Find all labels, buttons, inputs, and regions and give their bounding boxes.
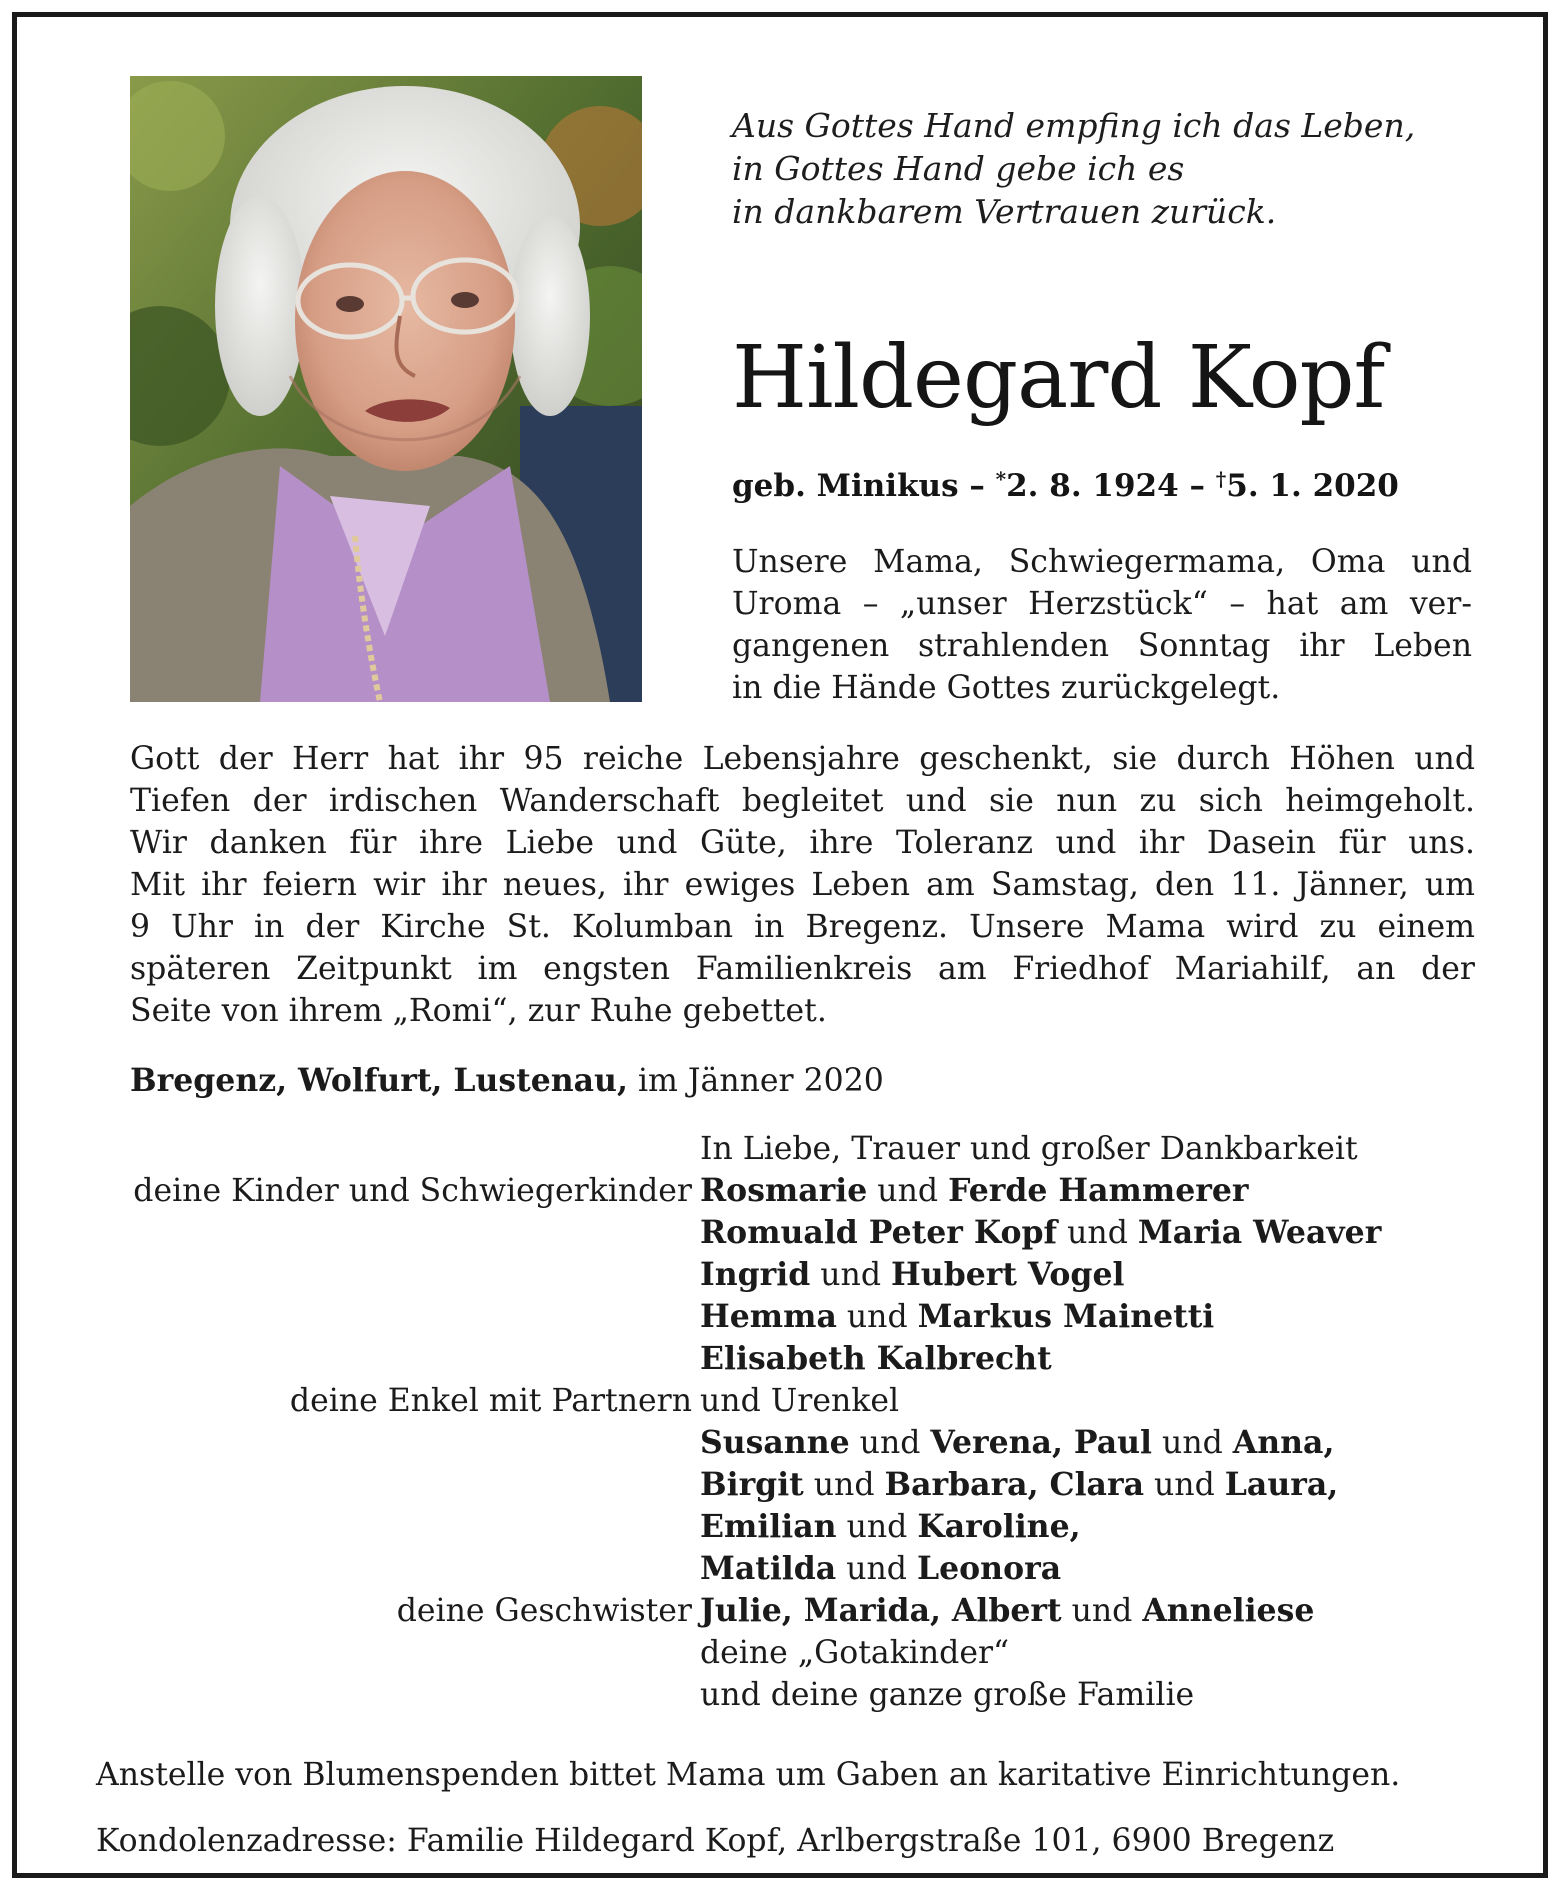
death-symbol: † — [1215, 467, 1227, 491]
separator: – — [969, 468, 985, 504]
intro-paragraph — [732, 541, 1472, 709]
life-dates — [732, 459, 1522, 506]
death-date: 5. 1. 2020 — [1226, 468, 1399, 504]
separator: – — [1189, 468, 1205, 504]
children-entry: Ingrid und Hubert Vogel — [700, 1256, 1125, 1293]
siblings-label: deine Geschwister — [396, 1593, 692, 1629]
grandchildren-row — [0, 1548, 1568, 1590]
family-text: und deine ganze große Familie — [700, 1677, 1195, 1713]
deceased-name: Hildegard Kopf — [732, 328, 1385, 428]
children-entry: Rosmarie und Ferde Hammerer — [700, 1172, 1249, 1209]
closing-row — [0, 1128, 1568, 1170]
birth-date: 2. 8. 1924 — [1006, 468, 1179, 504]
children-row — [0, 1212, 1568, 1254]
intro-line: Unsere Mama, Schwiegermama, Oma und — [732, 544, 1472, 580]
children-entry: Romuald Peter Kopf und Maria Weaver — [700, 1214, 1382, 1251]
motto-line: in Gottes Hand gebe ich es — [732, 149, 1185, 188]
grandchildren-suffix: und Urenkel — [700, 1383, 900, 1419]
family-row — [0, 1674, 1568, 1716]
motto-line: Aus Gottes Hand empfing ich das Leben, — [732, 106, 1416, 145]
motto-line: in dankbarem Vertrauen zurück. — [732, 192, 1277, 231]
mourners-list — [0, 1128, 1568, 1716]
godchildren-text: deine „Gotakinder“ — [700, 1635, 1010, 1671]
body-line: späteren Zeitpunkt im engsten Familienkreis am Friedhof Mariahilf, an der — [130, 951, 1475, 987]
grandchildren-row — [0, 1422, 1568, 1464]
grandchildren-label: deine Enkel mit Partnern — [289, 1383, 692, 1419]
body-line: Seite von ihrem „Romi“, zur Ruhe gebettet. — [130, 993, 827, 1029]
children-row — [0, 1296, 1568, 1338]
children-entry: Elisabeth Kalbrecht — [700, 1340, 1052, 1377]
children-entry: Hemma und Markus Mainetti — [700, 1298, 1215, 1335]
grandchildren-row — [0, 1380, 1568, 1422]
condolence-address: Kondolenzadresse: Familie Hildegard Kopf, Arlbergstraße 101, 6900 Bregenz — [96, 1823, 1335, 1859]
body-line: Mit ihr feiern wir ihr neues, ihr ewiges Leben am Samstag, den 11. Jänner, um — [130, 867, 1475, 903]
maiden-name: geb. Minikus — [732, 468, 959, 504]
body-paragraph — [130, 738, 1475, 1032]
grandchildren-entry: Birgit und Barbara, Clara und Laura, — [700, 1466, 1339, 1503]
body-line: Tiefen der irdischen Wanderschaft begleitet und sie nun zu sich heimgeholt. — [130, 783, 1475, 819]
portrait-photo — [130, 76, 642, 702]
body-line: 9 Uhr in der Kirche St. Kolumban in Bregenz. Unsere Mama wird zu einem — [130, 909, 1475, 945]
motto-verse — [732, 104, 1472, 233]
children-row — [0, 1254, 1568, 1296]
intro-line: Uroma – „unser Herzstück“ – hat am ver- — [732, 586, 1472, 622]
body-line: Wir danken für ihre Liebe und Güte, ihre Toleranz und ihr Dasein für uns. — [130, 825, 1475, 861]
godchildren-row — [0, 1632, 1568, 1674]
grandchildren-row — [0, 1464, 1568, 1506]
grandchildren-entry: Susanne und Verena, Paul und Anna, — [700, 1424, 1335, 1461]
grandchildren-entry: Matilda und Leonora — [700, 1550, 1062, 1587]
places-and-date — [130, 1060, 1130, 1102]
grandchildren-row — [0, 1506, 1568, 1548]
places-towns: Bregenz, Wolfurt, Lustenau, — [130, 1062, 628, 1099]
places-date: im Jänner 2020 — [637, 1063, 884, 1099]
intro-line: in die Hände Gottes zurückgelegt. — [732, 670, 1281, 706]
grandchildren-entry: Emilian und Karoline, — [700, 1508, 1081, 1545]
intro-line: gangenen strahlenden Sonntag ihr Leben — [732, 628, 1472, 664]
siblings-entry: Julie, Marida, Albert und Anneliese — [700, 1592, 1315, 1629]
closing-text: In Liebe, Trauer und großer Dankbarkeit — [700, 1131, 1358, 1167]
children-row — [0, 1338, 1568, 1380]
donation-note: Anstelle von Blumenspenden bittet Mama um Gaben an karitative Einrichtungen. — [96, 1757, 1401, 1793]
siblings-row — [0, 1590, 1568, 1632]
birth-symbol: * — [995, 467, 1007, 491]
body-line: Gott der Herr hat ihr 95 reiche Lebensjahre geschenkt, sie durch Höhen und — [130, 741, 1475, 777]
children-label: deine Kinder und Schwiegerkinder — [133, 1173, 692, 1209]
children-row — [0, 1170, 1568, 1212]
